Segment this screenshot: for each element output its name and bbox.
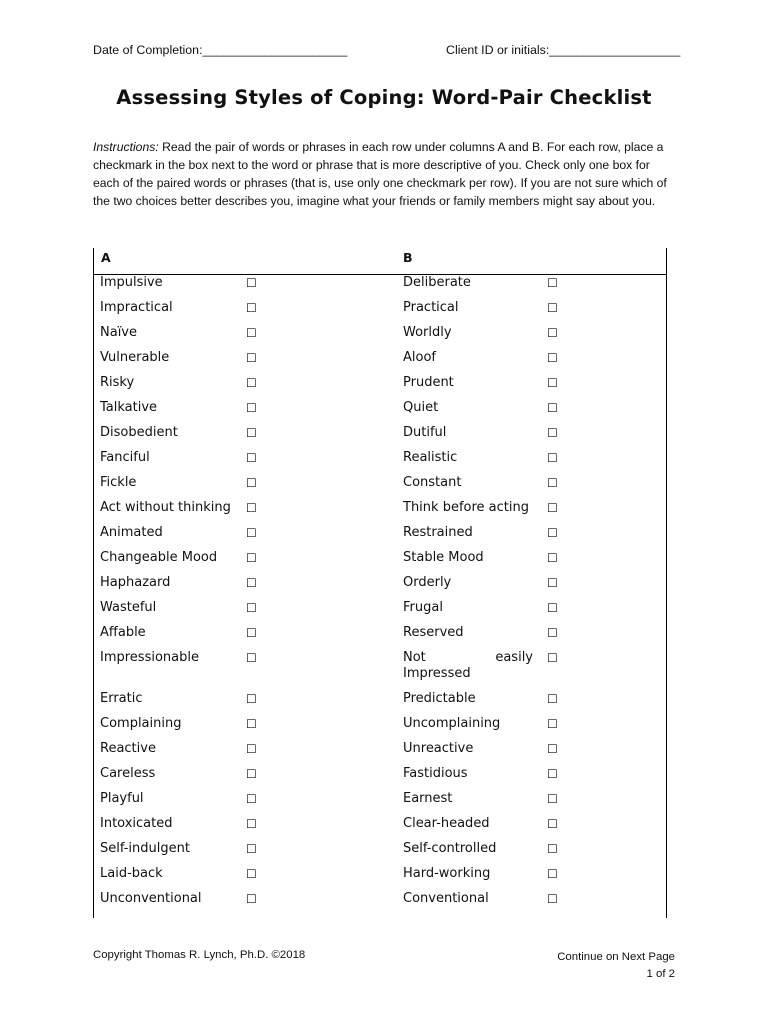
table-row <box>93 525 667 545</box>
table-row <box>93 766 667 786</box>
checkbox-b[interactable]: ☐ <box>547 526 558 540</box>
word-b: Aloof <box>403 350 436 365</box>
word-b: Worldly <box>403 325 452 340</box>
table-row <box>93 350 667 370</box>
word-b: Fastidious <box>403 766 468 781</box>
checkbox-b[interactable]: ☐ <box>547 767 558 781</box>
checkbox-a[interactable]: ☐ <box>246 501 257 515</box>
column-b-header: B <box>403 250 413 265</box>
word-pair-table <box>93 248 667 918</box>
table-row <box>93 400 667 420</box>
checkbox-a[interactable]: ☐ <box>246 526 257 540</box>
word-b-easily: easily <box>495 650 533 665</box>
checkbox-b[interactable]: ☐ <box>547 551 558 565</box>
word-a: Disobedient <box>100 425 178 440</box>
word-a: Impulsive <box>100 275 163 290</box>
word-b: Self-controlled <box>403 841 497 856</box>
word-a: Self-indulgent <box>100 841 190 856</box>
checkbox-a[interactable]: ☐ <box>246 401 257 415</box>
table-row <box>93 691 667 711</box>
table-row <box>93 866 667 886</box>
table-row <box>93 791 667 811</box>
checkbox-b[interactable]: ☐ <box>547 376 558 390</box>
checkbox-b[interactable]: ☐ <box>547 476 558 490</box>
word-b: Think before acting <box>403 500 529 515</box>
checkbox-a[interactable]: ☐ <box>246 792 257 806</box>
word-b: Orderly <box>403 575 452 590</box>
word-a: Act without thinking <box>100 500 231 515</box>
word-a: Impractical <box>100 300 173 315</box>
checkbox-b[interactable]: ☐ <box>547 651 558 665</box>
word-b-line1 <box>403 650 533 666</box>
word-b: Frugal <box>403 600 443 615</box>
word-a: Reactive <box>100 741 156 756</box>
checkbox-a[interactable]: ☐ <box>246 817 257 831</box>
checkbox-a[interactable]: ☐ <box>246 351 257 365</box>
word-b: Realistic <box>403 450 458 465</box>
checkbox-b[interactable]: ☐ <box>547 401 558 415</box>
word-a: Changeable Mood <box>100 550 218 565</box>
instructions <box>93 138 677 210</box>
checkbox-b[interactable]: ☐ <box>547 892 558 906</box>
checkbox-b[interactable]: ☐ <box>547 692 558 706</box>
word-b-not: Not <box>403 650 426 665</box>
word-a: Impressionable <box>100 650 199 665</box>
checkbox-a[interactable]: ☐ <box>246 651 257 665</box>
word-b: Hard-working <box>403 866 491 881</box>
table-row <box>93 716 667 736</box>
table-row <box>93 841 667 861</box>
table-row <box>93 450 667 470</box>
column-a-header: A <box>101 250 111 265</box>
checkbox-b[interactable]: ☐ <box>547 426 558 440</box>
checkbox-a[interactable]: ☐ <box>246 742 257 756</box>
word-a: Fickle <box>100 475 137 490</box>
table-row <box>93 425 667 445</box>
word-a: Affable <box>100 625 146 640</box>
checkbox-b[interactable]: ☐ <box>547 351 558 365</box>
word-b: Restrained <box>403 525 473 540</box>
checkbox-b[interactable]: ☐ <box>547 867 558 881</box>
table-row <box>93 600 667 620</box>
word-b: Prudent <box>403 375 454 390</box>
word-b: Predictable <box>403 691 476 706</box>
word-b: Dutiful <box>403 425 447 440</box>
word-b: Deliberate <box>403 275 471 290</box>
checkbox-b[interactable]: ☐ <box>547 326 558 340</box>
checkbox-a[interactable]: ☐ <box>246 767 257 781</box>
word-a: Careless <box>100 766 156 781</box>
instructions-text: Read the pair of words or phrases in each row under columns A and B. For each row, place a checkmark in the box next to the word or phrase that is more descriptive of you. Check only one box for each of the paired words or phrases (that is, use only one checkmark per row). If you are not sure which of the two choices better describes you, imagine what your friends or family members might say about you. <box>93 140 667 208</box>
table-row <box>93 816 667 836</box>
page-title: Assessing Styles of Coping: Word-Pair Checklist <box>116 86 652 109</box>
checkbox-a[interactable]: ☐ <box>246 626 257 640</box>
word-b: Conventional <box>403 891 489 906</box>
table-row <box>93 500 667 520</box>
word-a: Playful <box>100 791 144 806</box>
word-b: Quiet <box>403 400 439 415</box>
word-a: Talkative <box>100 400 158 415</box>
checkbox-b[interactable]: ☐ <box>547 501 558 515</box>
table-row <box>93 575 667 595</box>
word-b: Stable Mood <box>403 550 484 565</box>
checkbox-a[interactable]: ☐ <box>246 601 257 615</box>
checkbox-b[interactable]: ☐ <box>547 792 558 806</box>
word-b: Uncomplaining <box>403 716 501 731</box>
checkbox-b[interactable]: ☐ <box>547 451 558 465</box>
table-row <box>93 550 667 570</box>
word-a: Laid-back <box>100 866 163 881</box>
word-b: Unreactive <box>403 741 474 756</box>
word-b: Constant <box>403 475 462 490</box>
checkbox-a[interactable]: ☐ <box>246 867 257 881</box>
checkbox-a[interactable]: ☐ <box>246 551 257 565</box>
checkbox-b[interactable]: ☐ <box>547 717 558 731</box>
word-a: Vulnerable <box>100 350 170 365</box>
checkbox-a[interactable]: ☐ <box>246 892 257 906</box>
word-a: Unconventional <box>100 891 202 906</box>
checkbox-b[interactable]: ☐ <box>547 842 558 856</box>
checkbox-a[interactable]: ☐ <box>246 692 257 706</box>
word-a: Intoxicated <box>100 816 173 831</box>
word-a: Naïve <box>100 325 137 340</box>
page-footer <box>557 949 675 983</box>
continue-note: Continue on Next Page <box>557 951 675 963</box>
word-b: Clear-headed <box>403 816 490 831</box>
word-a: Erratic <box>100 691 143 706</box>
word-a: Haphazard <box>100 575 171 590</box>
checkbox-a[interactable]: ☐ <box>246 301 257 315</box>
checkbox-a[interactable]: ☐ <box>246 276 257 290</box>
word-a: Animated <box>100 525 163 540</box>
checkbox-a[interactable]: ☐ <box>246 842 257 856</box>
word-b: Reserved <box>403 625 464 640</box>
word-a: Complaining <box>100 716 182 731</box>
checkbox-b[interactable]: ☐ <box>547 576 558 590</box>
copyright-notice: Copyright Thomas R. Lynch, Ph.D. ©2018 <box>93 949 306 961</box>
date-of-completion-field[interactable]: Date of Completion:_____________________ <box>93 43 348 57</box>
checkbox-a[interactable]: ☐ <box>246 717 257 731</box>
word-b-line2: Impressed <box>403 665 471 681</box>
page-number: 1 of 2 <box>646 968 675 980</box>
client-id-field[interactable]: Client ID or initials:___________________ <box>446 43 681 57</box>
table-row <box>93 891 667 911</box>
checkbox-a[interactable]: ☐ <box>246 476 257 490</box>
checkbox-a[interactable]: ☐ <box>246 426 257 440</box>
checkbox-b[interactable]: ☐ <box>547 301 558 315</box>
word-b: Earnest <box>403 791 453 806</box>
checkbox-b[interactable]: ☐ <box>547 601 558 615</box>
checkbox-b[interactable]: ☐ <box>547 626 558 640</box>
table-row <box>93 325 667 345</box>
checkbox-a[interactable]: ☐ <box>246 576 257 590</box>
word-a: Wasteful <box>100 600 157 615</box>
checkbox-b[interactable]: ☐ <box>547 742 558 756</box>
checkbox-a[interactable]: ☐ <box>246 451 257 465</box>
table-row <box>93 625 667 645</box>
word-b <box>403 650 533 681</box>
table-row <box>93 650 667 686</box>
table-row <box>93 375 667 395</box>
word-a: Fanciful <box>100 450 150 465</box>
word-a: Risky <box>100 375 135 390</box>
checkbox-a[interactable]: ☐ <box>246 376 257 390</box>
checkbox-b[interactable]: ☐ <box>547 276 558 290</box>
table-row <box>93 741 667 761</box>
checkbox-a[interactable]: ☐ <box>246 326 257 340</box>
instructions-label: Instructions: <box>93 140 159 154</box>
table-row <box>93 475 667 495</box>
checkbox-b[interactable]: ☐ <box>547 817 558 831</box>
word-b: Practical <box>403 300 459 315</box>
table-row <box>93 275 667 295</box>
table-row <box>93 300 667 320</box>
